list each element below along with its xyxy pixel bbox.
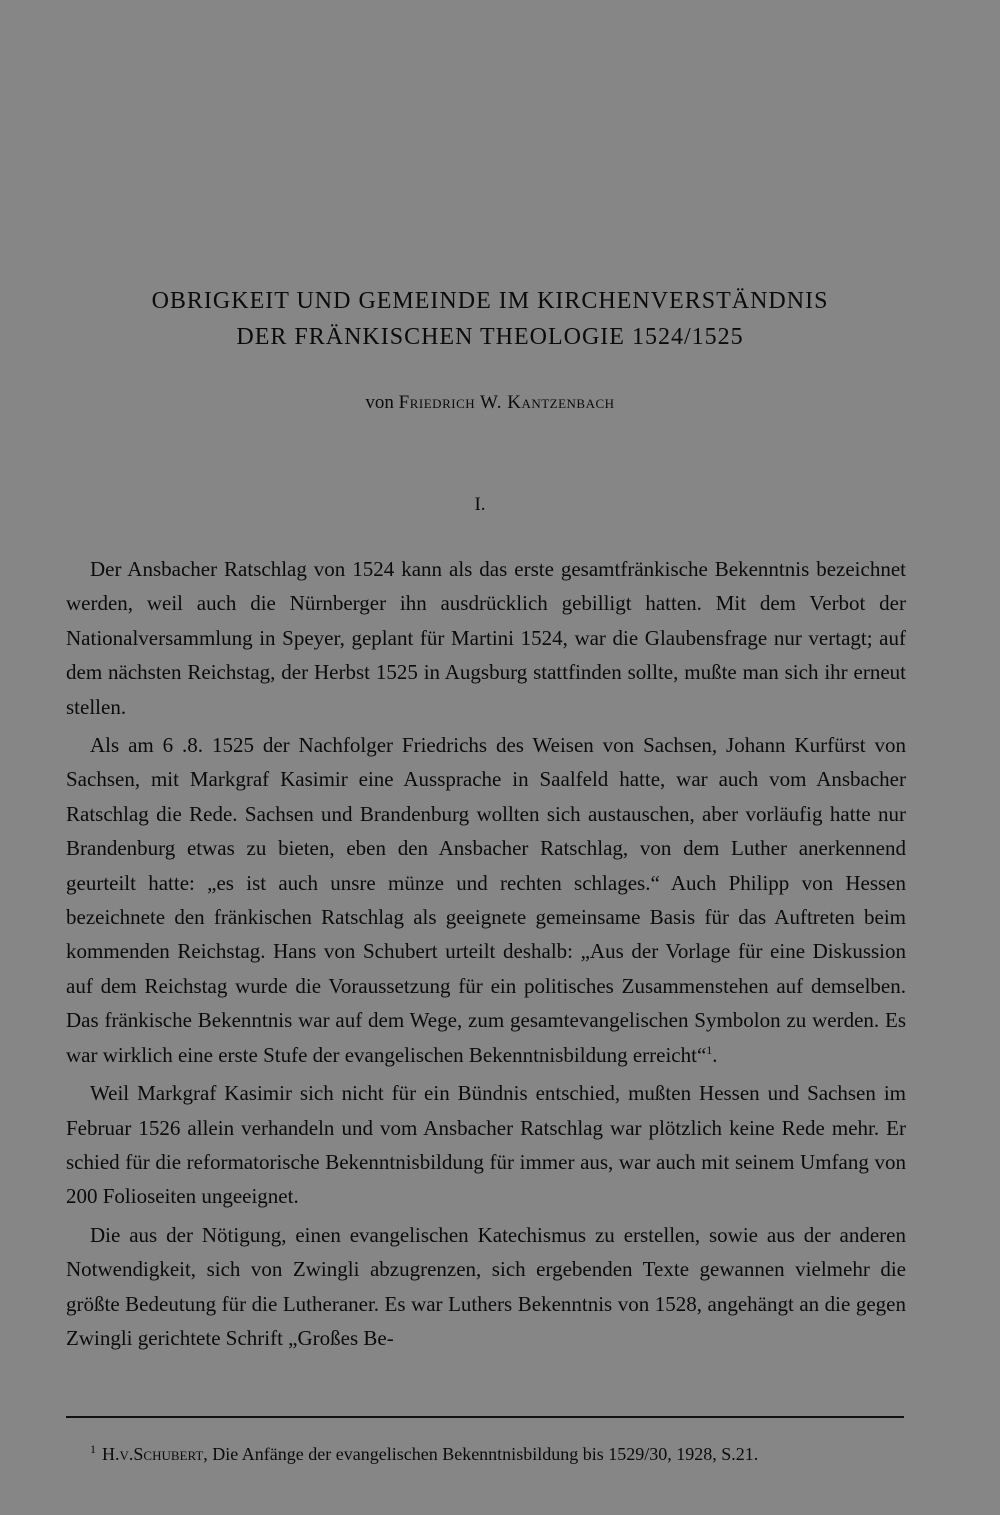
paragraph-2-text: Als am 6 .8. 1525 der Nachfolger Friedrichs des Weisen von Sachsen, Johann Kurfürst von Sachsen, mit Markgraf Kasimir eine Aussprache in Saalfeld hatte, war auch vom Ansbacher Ratschlag die Rede. Sachsen und Brandenburg wollten sich austauschen, aber vorläufig hatte nur Brandenburg etwas zu bieten, eben den Ansbacher Ratschlag, von dem Luther anerkennend geurteilt hatte: „es ist auch unsre münze und rechten schlages.“ Auch Philipp von Hessen bezeichnete den fränkischen Ratschlag als geeignete gemeinsame Basis für das Auftreten beim kommenden Reichstag. Hans von Schubert urteilt deshalb: „Aus der Vorlage für eine Diskussion auf dem Reichstag wurde die Voraussetzung für ein politisches Zusammenstehen auf demselben. Das fränkische Bekenntnis war auf dem Wege, zum gesamtevangelischen Symbolon zu werden. Es war wirklich eine erste Stufe der evangelischen Bekenntnisbildung erreicht“: [66, 733, 906, 1067]
footnote-mark: 1: [90, 1442, 96, 1456]
author-line: [60, 392, 920, 414]
footnote-author: H.v.Schubert,: [102, 1444, 208, 1464]
author-prefix: von: [365, 392, 394, 413]
section-number: I.: [474, 494, 486, 515]
footnote: [66, 1434, 906, 1469]
author-name: Friedrich W. Kantzenbach: [398, 392, 615, 413]
article-title-line-1: OBRIGKEIT UND GEMEINDE IM KIRCHENVERSTÄNDNIS: [151, 288, 829, 314]
paragraph-2: [66, 728, 906, 1072]
body-text: [66, 552, 906, 1355]
footnote-reference[interactable]: 1: [706, 1042, 713, 1057]
paragraph-4: Die aus der Nötigung, einen evangelischen Katechismus zu erstellen, sowie aus der anderen Notwendigkeit, sich von Zwingli abzugrenzen, sich ergebenden Texte gewannen vielmehr die größte Bedeutung für die Lutheraner. Es war Luthers Bekenntnis von 1528, angehängt an die gegen Zwingli gerichtete Schrift „Großes Be-: [66, 1222, 906, 1350]
paragraph-2-end: .: [712, 1042, 718, 1067]
article-title-line-2: DER FRÄNKISCHEN THEOLOGIE 1524/1525: [236, 324, 744, 350]
footnote-text: Die Anfänge der evangelischen Bekenntnisbildung bis 1529/30, 1928, S.21.: [212, 1444, 759, 1464]
paragraph-3: Weil Markgraf Kasimir sich nicht für ein Bündnis entschied, mußten Hessen und Sachsen im Februar 1526 allein verhandeln und vom Ansbacher Ratschlag war plötzlich keine Rede mehr. Er schied für die reformatorische Bekenntnisbildung für immer aus, war auch mit seinem Umfang von 200 Folioseiten ungeeignet.: [66, 1081, 906, 1209]
paragraph-1: Der Ansbacher Ratschlag von 1524 kann als das erste gesamtfränkische Bekenntnis bezeichnet werden, weil auch die Nürnberger ihn ausdrücklich gebilligt hatten. Mit dem Verbot der Nationalversammlung in Speyer, geplant für Martini 1524, war die Glaubensfrage nur vertagt; auf dem nächsten Reichstag, der Herbst 1525 in Augsburg stattfinden sollte, mußte man sich ihr erneut stellen.: [66, 557, 906, 719]
footnote-divider: [66, 1416, 904, 1418]
